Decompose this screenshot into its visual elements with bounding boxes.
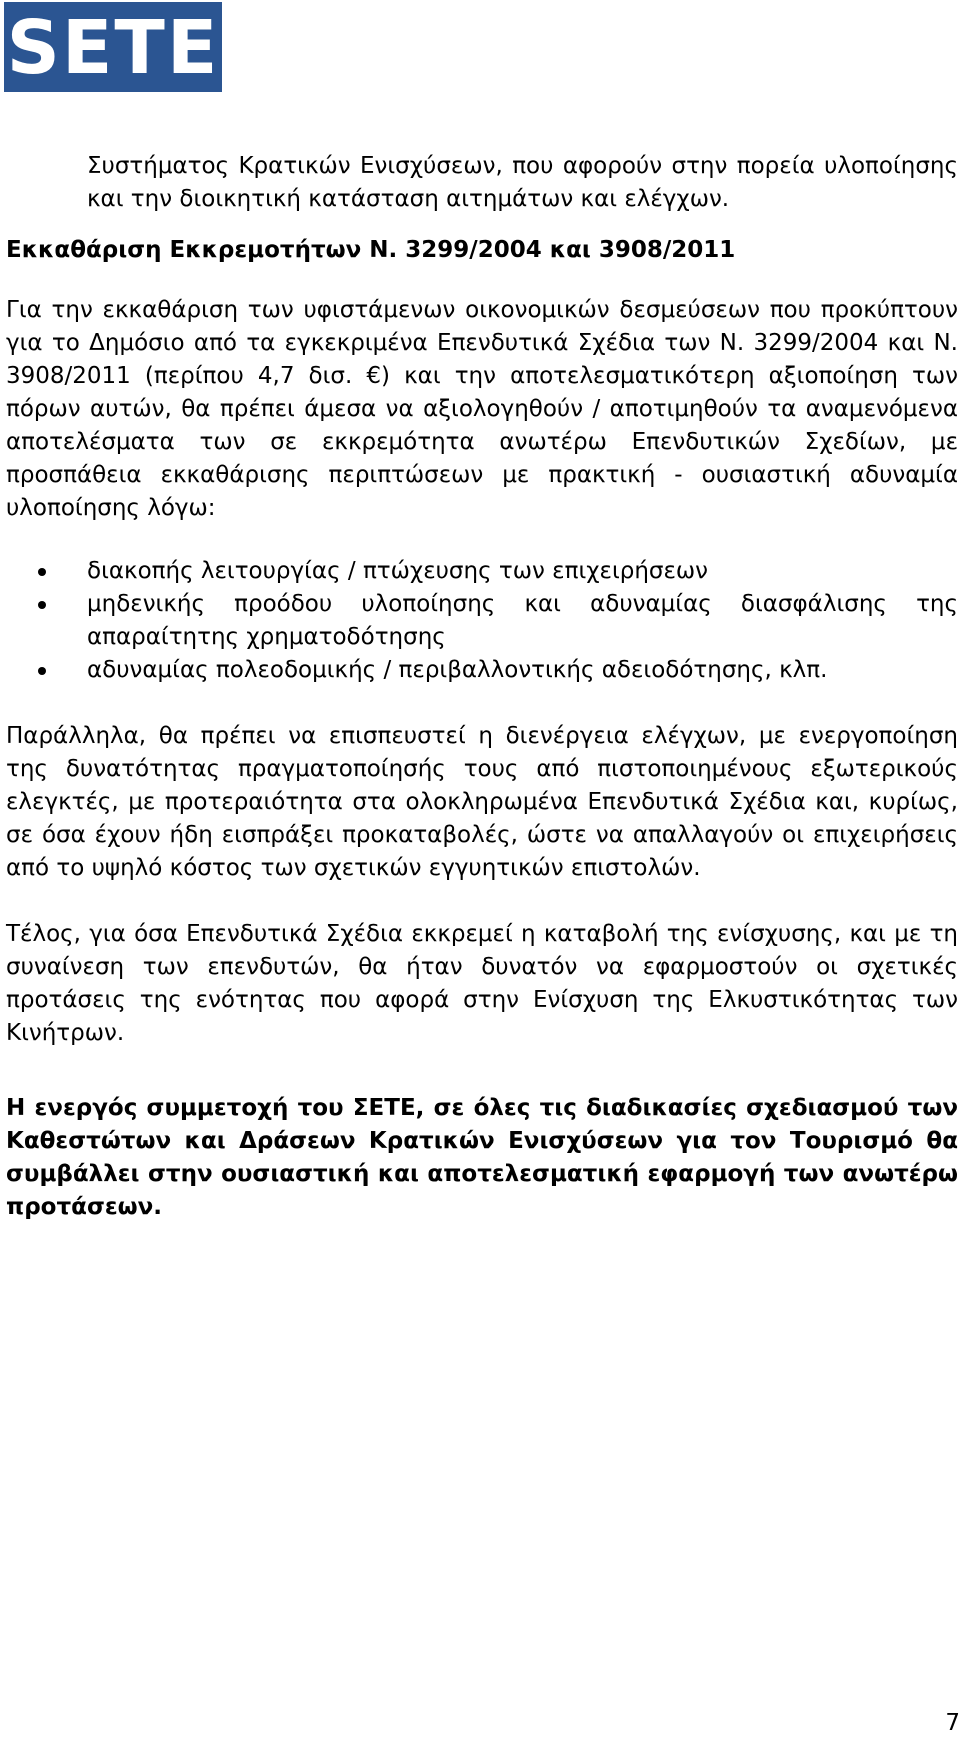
list-item: [6, 654, 958, 687]
document-body: [6, 150, 958, 1224]
list-item-text: αδυναμίας πολεοδομικής / περιβαλλοντικής αδειοδότησης, κλπ.: [87, 657, 828, 683]
reasons-list: [6, 555, 958, 687]
page-number: 7: [945, 1710, 960, 1736]
section-heading: Εκκαθάριση Εκκρεμοτήτων Ν. 3299/2004 και 3908/2011: [6, 237, 736, 263]
closing-statement: Η ενεργός συμμετοχή του ΣΕΤΕ, σε όλες τις διαδικασίες σχεδιασμού των Καθεστώτων και Δράσεων Κρατικών Ενισχύσεων για τον Τουρισμό θα συμβάλλει στην ουσιαστική και αποτελεσματική εφαρμογή των ανωτέρω προτάσεων.: [6, 1095, 958, 1220]
paragraph-pending-plans: Τέλος, για όσα Επενδυτικά Σχέδια εκκρεμεί η καταβολή της ενίσχυσης, και με τη συναίνεση των επενδυτών, θα ήταν δυνατόν να εφαρμοστούν οι σχετικές προτάσεις της ενότητας που αφορά στην Ενίσχυση της Ελκυστικότητας των Κινήτρων.: [6, 921, 958, 1046]
paragraph-clearance: Για την εκκαθάριση των υφιστάμενων οικονομικών δεσμεύσεων που προκύπτουν για το Δημόσιο από τα εγκεκριμένα Επενδυτικά Σχέδια των Ν. 3299/2004 και Ν. 3908/2011 (περίπου 4,7 δισ. €) και την αποτελεσματικότερη αξιοποίηση των πόρων αυτών, θα πρέπει άμεσα να αξιολογηθούν / αποτιμηθούν τα αναμενόμενα αποτελέσματα των σε εκκρεμότητα ανωτέρω Επενδυτικών Σχεδίων, με προσπάθεια εκκαθάρισης περιπτώσεων με πρακτική - ουσιαστική αδυναμία υλοποίησης λόγω:: [6, 297, 958, 521]
list-item: [6, 588, 958, 654]
logo-text: SETE: [6, 5, 220, 91]
bullet-icon: [38, 601, 46, 609]
intro-paragraph: Συστήματος Κρατικών Ενισχύσεων, που αφορούν στην πορεία υλοποίησης και την διοικητική κατάσταση αιτημάτων και ελέγχων.: [87, 153, 958, 212]
sete-logo: [4, 2, 222, 92]
bullet-icon: [38, 667, 46, 675]
list-item-text: μηδενικής προόδου υλοποίησης και αδυναμίας διασφάλισης της απαραίτητης χρηματοδότησης: [87, 591, 958, 650]
paragraph-audits: Παράλληλα, θα πρέπει να επισπευστεί η διενέργεια ελέγχων, με ενεργοποίηση της δυνατότητας πραγματοποίησής τους από πιστοποιημένους εξωτερικούς ελεγκτές, με προτεραιότητα στα ολοκληρωμένα Επενδυτικά Σχέδια και, κυρίως, σε όσα έχουν ήδη εισπράξει προκαταβολές, ώστε να απαλλαγούν οι επιχειρήσεις από το υψηλό κόστος των σχετικών εγγυητικών επιστολών.: [6, 723, 958, 881]
bullet-icon: [38, 568, 46, 576]
list-item: [6, 555, 958, 588]
list-item-text: διακοπής λειτουργίας / πτώχευσης των επιχειρήσεων: [87, 558, 709, 584]
